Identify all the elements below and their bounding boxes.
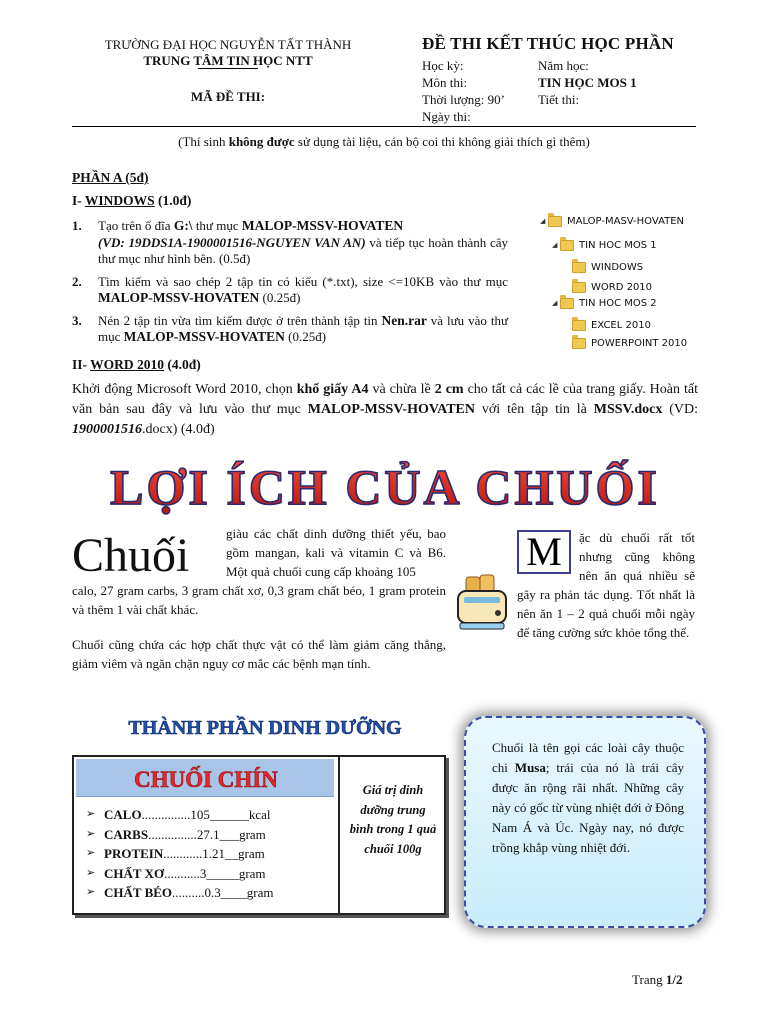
tree-node: POWERPOINT 2010 [572, 334, 687, 352]
semester-label: Học kỳ: [422, 58, 464, 73]
exam-title: ĐỀ THI KẾT THÚC HỌC PHẦN [422, 34, 674, 53]
folder-icon [560, 298, 574, 309]
word-instructions: Khởi động Microsoft Word 2010, chọn khổ giấy A4 và chừa lề 2 cm cho tất cả các lề của trang giấy. Hoàn tất văn bản sau đây và lưu vào thư mục MALOP-MSSV-HOVATEN với tên tập tin là MSSV.docx (VD: 1900001516.docx) (4.0đ) [72, 382, 698, 437]
folder-icon [572, 320, 586, 331]
arrow-bullet-icon: ➢ [86, 808, 96, 820]
article-paragraph-2: Chuối cũng chứa các hợp chất thực vật có thể làm giảm căng thẳng, giảm viêm và ngăn chặn nguy cơ mắc các bệnh mạn tính. [72, 637, 446, 671]
subject-label: Môn thi: [422, 75, 468, 90]
dropcap-letter: M [526, 529, 562, 574]
header-separator [72, 126, 696, 127]
svg-text:THÀNH PHẦN DINH DƯỠNG: THÀNH PHẦN DINH DƯỠNG [128, 717, 402, 739]
folder-icon [572, 262, 586, 273]
duration-label: Thời lượng: 90’ [422, 92, 505, 107]
section-windows-heading: I- WINDOWS (1.0đ) [72, 193, 192, 208]
nutrient-row: ➢ CARBS ............... 27.1 ___ gram [86, 825, 274, 845]
task-item: 3. Nén 2 tập tin vừa tìm kiếm được ở trên thành tập tin Nen.rar và lưu vào thư mục MALOP-MSSV-HOVATEN (0.25đ) [72, 312, 509, 344]
period-label: Tiết thi: [538, 92, 580, 107]
ripe-banana-title: CHUỐI CHÍN [134, 767, 278, 792]
exam-code-label: MÃ ĐỀ THI: [190, 89, 266, 104]
folder-icon [572, 338, 586, 349]
section-word-heading: II- WORD 2010 (4.0đ) [72, 357, 201, 372]
arrow-bullet-icon: ➢ [86, 866, 96, 879]
ripe-banana-header [76, 759, 334, 797]
tree-node: EXCEL 2010 [572, 316, 651, 334]
arrow-bullet-icon: ➢ [86, 827, 96, 840]
article-column-2: ặc dù chuối rất tốt nhưng cũng không nên ăn quá nhiều sẽ gây ra phản tác dụng. Tốt nhất là nên ăn 1 – 2 quả chuối mỗi ngày để tăng cường sức khỏe tổng thể. [517, 530, 695, 640]
school-header [48, 37, 408, 105]
wordart-text: LỢI ÍCH CỦA CHUỐI [110, 459, 660, 515]
folder-icon [560, 240, 574, 251]
average-value-note: Giá trị dinh dưỡng trung bình trong 1 quả chuối 100g [338, 757, 446, 913]
info-callout: Chuối là tên gọi các loài cây thuộc chi Musa; trái của nó là trái cây được ăn rộng rãi nhất. Những cây này có gốc từ vùng nhiệt đới ở Đông Nam Á và Úc. Ngày nay, nó được trồng khắp vùng nhiệt đới. [464, 716, 706, 928]
expanded-arrow-icon: ◢ [552, 241, 558, 249]
nutrient-row: ➢ CHẤT XƠ ........... 3 _____ gram [86, 864, 274, 884]
task-item: 1. Tạo trên ổ đĩa G:\ thư mục MALOP-MSSV-HOVATEN (VD: 19DDS1A-1900001516-NGUYEN VAN AN) và tiếp tục hoàn thành cây thư mục như hình bên. (0.5đ) [72, 218, 509, 266]
school-name: TRƯỜNG ĐẠI HỌC NGUYỄN TẤT THÀNH [104, 37, 352, 52]
nutrient-row: ➢ CHẤT BÉO .......... 0.3 ____ gram [86, 883, 274, 903]
page-number: Trang 1/2 [632, 972, 683, 987]
wordart-title [100, 448, 670, 518]
article-first-lines: giàu các chất dinh dưỡng thiết yếu, bao gồm mangan, kali và vitamin C và B6. Một quả chuối cung cấp khoảng 105 [226, 526, 446, 579]
nutrition-table [72, 755, 446, 915]
exam-note: (Thí sinh không được sử dụng tài liệu, cán bộ coi thi không giải thích gì thêm) [178, 134, 590, 149]
folder-icon [548, 216, 562, 227]
arrow-bullet-icon: ➢ [86, 847, 96, 859]
expanded-arrow-icon: ◢ [540, 217, 546, 225]
year-label: Năm học: [538, 58, 589, 73]
nutrition-title [120, 712, 410, 742]
toaster-icon [450, 567, 514, 639]
folder-tree [540, 208, 706, 354]
dropcap-word: Chuối [72, 529, 190, 582]
tree-node: ◢ TIN HOC MOS 1 [552, 239, 657, 251]
exam-info [422, 34, 722, 125]
part-a-heading: PHẦN A (5đ) [72, 170, 149, 185]
tree-node: WORD 2010 [572, 278, 652, 296]
tree-node: ◢ MALOP-MASV-HOVATEN [540, 215, 685, 227]
date-label: Ngày thi: [422, 109, 471, 124]
windows-task-list [72, 218, 508, 352]
nutrient-list [86, 805, 274, 903]
nutrient-row: ➢ CALO ............... 105 ______ kcal [86, 805, 274, 825]
folder-icon [572, 282, 586, 293]
arrow-bullet-icon: ➢ [86, 886, 96, 898]
nutrient-row: ➢ PROTEIN ............ 1.21 __ gram [86, 844, 274, 864]
expanded-arrow-icon: ◢ [552, 299, 558, 307]
tree-node: WINDOWS [572, 258, 643, 276]
subject-value: TIN HỌC MOS 1 [538, 75, 637, 90]
center-name: TRUNG TÂM TIN HỌC NTT [143, 53, 313, 68]
task-item: 2. Tìm kiếm và sao chép 2 tập tin có kiểu (*.txt), size <=10KB vào thư mục MALOP-MSSV-HOVATEN (0.25đ) [72, 273, 508, 305]
tree-node: ◢ TIN HOC MOS 2 [552, 297, 657, 309]
article-rest: calo, 27 gram carbs, 3 gram chất xơ, 0,3 gram chất béo, 1 gram protein và thêm 1 vài chất khác. [72, 583, 446, 617]
